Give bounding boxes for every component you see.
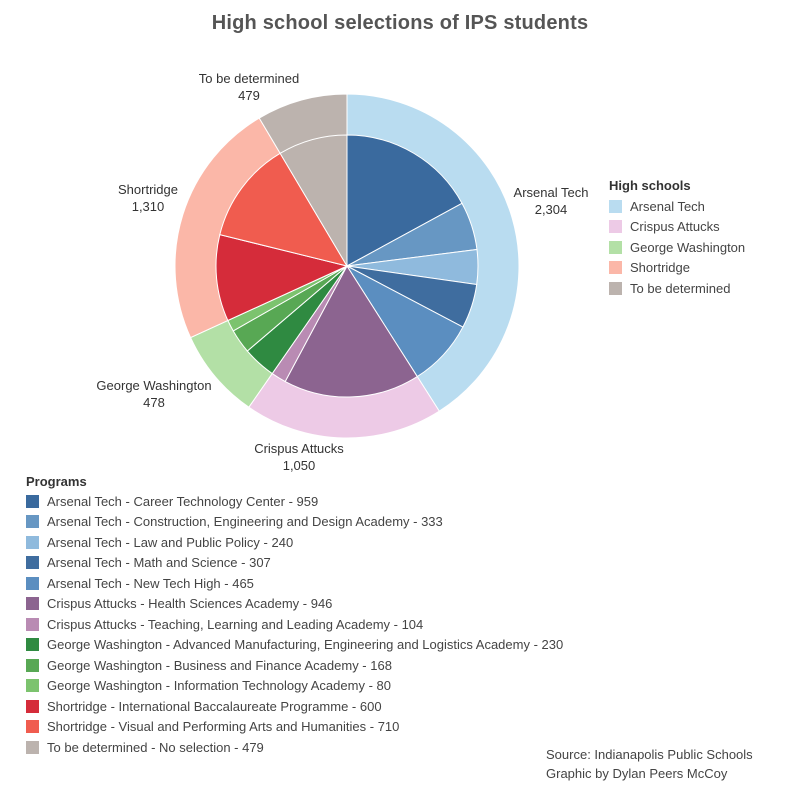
legend-label: George Washington xyxy=(630,239,746,255)
legend-swatch xyxy=(26,720,39,733)
outer-label-name: To be determined xyxy=(198,71,300,86)
outer-label-george-washington xyxy=(84,377,224,411)
outer-label-arsenal-tech xyxy=(496,184,606,218)
legend-swatch xyxy=(26,659,39,672)
outer-label-value: 2,304 xyxy=(534,202,568,217)
legend-swatch xyxy=(26,556,39,569)
chart-title: High school selections of IPS students xyxy=(211,12,589,34)
programs-legend xyxy=(26,474,563,758)
source-note xyxy=(546,745,753,783)
legend-label: Shortridge - International Baccalaureate Programme - 600 xyxy=(47,698,382,714)
legend-swatch xyxy=(609,261,622,274)
credit-text: Graphic by Dylan Peers McCoy xyxy=(546,766,728,781)
legend-title: High schools xyxy=(609,178,691,193)
legend-label: Crispus Attucks - Teaching, Learning and Leading Academy - 104 xyxy=(47,616,424,632)
program-legend-item-arsenal-tech-new-tech-high-465[interactable] xyxy=(26,573,563,594)
legend-swatch xyxy=(609,282,622,295)
program-legend-item-arsenal-tech-construction-engineering-and-design-academy-333[interactable] xyxy=(26,512,563,533)
legend-label: Arsenal Tech - Career Technology Center - 959 xyxy=(47,493,319,509)
legend-swatch xyxy=(26,638,39,651)
legend-label: Arsenal Tech - New Tech High - 465 xyxy=(47,575,254,591)
legend-label: Arsenal Tech - Law and Public Policy - 240 xyxy=(47,534,294,550)
legend-label: Shortridge - Visual and Performing Arts and Humanities - 710 xyxy=(47,719,400,735)
outer-label-name: Arsenal Tech xyxy=(513,185,589,200)
program-legend-item-arsenal-tech-math-and-science-307[interactable] xyxy=(26,553,563,574)
legend-swatch xyxy=(609,200,622,213)
outer-label-shortridge xyxy=(100,181,196,215)
outer-label-value: 1,050 xyxy=(282,458,316,473)
legend-swatch xyxy=(26,679,39,692)
legend-label: George Washington - Information Technology Academy - 80 xyxy=(47,678,391,694)
inner-pie xyxy=(216,135,478,397)
legend-label: Arsenal Tech - Math and Science - 307 xyxy=(47,555,271,571)
outer-label-value: 479 xyxy=(238,88,260,103)
legend-label: George Washington - Advanced Manufacturing, Engineering and Logistics Academy - 230 xyxy=(47,637,564,653)
program-legend-item-shortridge-visual-and-performing-arts-and-humanities-710[interactable] xyxy=(26,717,563,738)
legend-swatch xyxy=(26,597,39,610)
program-legend-item-george-washington-business-and-finance-academy-168[interactable] xyxy=(26,655,563,676)
legend-swatch xyxy=(609,241,622,254)
outer-label-crispus-attucks xyxy=(234,440,364,474)
legend-label: Arsenal Tech xyxy=(630,198,705,214)
legend-title: Programs xyxy=(26,474,87,489)
program-legend-item-shortridge-international-baccalaureate-programme-600[interactable] xyxy=(26,696,563,717)
outer-label-value: 478 xyxy=(143,395,165,410)
legend-label: Crispus Attucks - Health Sciences Academy - 946 xyxy=(47,596,333,612)
legend-swatch xyxy=(26,536,39,549)
legend-label: Shortridge xyxy=(630,260,690,276)
program-legend-item-arsenal-tech-law-and-public-policy-240[interactable] xyxy=(26,532,563,553)
legend-swatch xyxy=(26,515,39,528)
hs-legend-item-shortridge[interactable] xyxy=(609,258,745,279)
program-legend-item-george-washington-advanced-manufacturing-engineering-and-logistics-academy-230[interactable] xyxy=(26,635,563,656)
legend-swatch xyxy=(609,220,622,233)
program-legend-item-to-be-determined-no-selection-479[interactable] xyxy=(26,737,563,758)
legend-swatch xyxy=(26,495,39,508)
program-legend-item-crispus-attucks-health-sciences-academy-946[interactable] xyxy=(26,594,563,615)
hs-legend-item-crispus-attucks[interactable] xyxy=(609,217,745,238)
outer-label-value: 1,310 xyxy=(131,199,165,214)
hs-legend-item-arsenal-tech[interactable] xyxy=(609,196,745,217)
program-legend-item-george-washington-information-technology-academy-80[interactable] xyxy=(26,676,563,697)
legend-swatch xyxy=(26,700,39,713)
program-legend-item-crispus-attucks-teaching-learning-and-leading-academy-104[interactable] xyxy=(26,614,563,635)
source-text: Source: Indianapolis Public Schools xyxy=(546,747,753,762)
legend-swatch xyxy=(26,618,39,631)
legend-label: Crispus Attucks xyxy=(630,219,720,235)
outer-label-to-be-determined xyxy=(189,70,309,104)
high-schools-legend xyxy=(609,178,745,299)
hs-legend-item-to-be-determined[interactable] xyxy=(609,278,745,299)
outer-label-name: Crispus Attucks xyxy=(254,441,344,456)
legend-label: George Washington - Business and Finance Academy - 168 xyxy=(47,657,392,673)
legend-label: To be determined xyxy=(630,280,731,296)
legend-label: Arsenal Tech - Construction, Engineering and Design Academy - 333 xyxy=(47,514,443,530)
program-legend-item-arsenal-tech-career-technology-center-959[interactable] xyxy=(26,491,563,512)
outer-label-name: Shortridge xyxy=(118,182,178,197)
legend-swatch xyxy=(26,577,39,590)
legend-label: To be determined - No selection - 479 xyxy=(47,739,264,755)
hs-legend-item-george-washington[interactable] xyxy=(609,237,745,258)
legend-swatch xyxy=(26,741,39,754)
outer-label-name: George Washington xyxy=(96,378,212,393)
